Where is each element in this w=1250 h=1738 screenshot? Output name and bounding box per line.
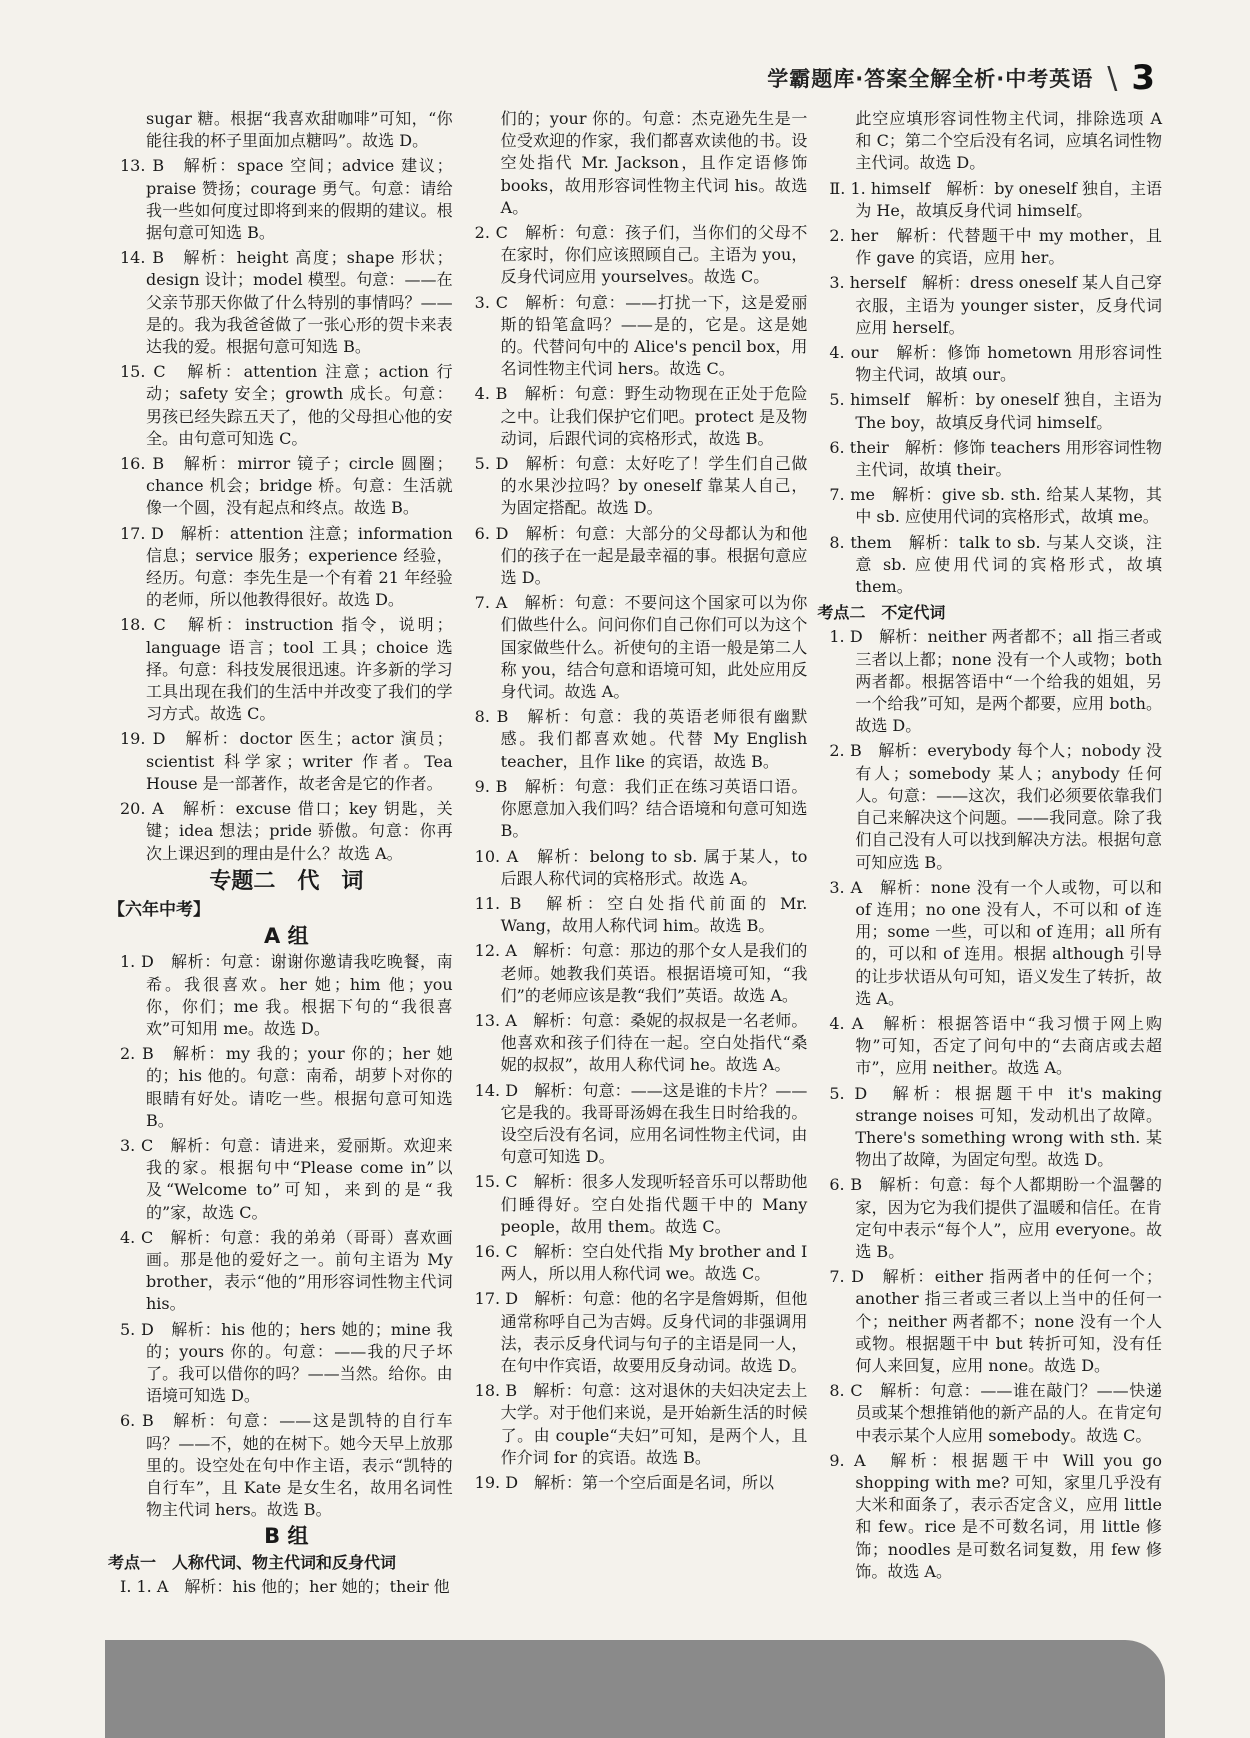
answer-item: 6. their 解析：修饰 teachers 用形容词性物主代词，故填 their。 (829, 437, 1163, 480)
answer-item: 7. A 解析：句意：不要问这个国家可以为你们做些什么。问问你们自己你们可以为这个国家做些什么。祈使句的主语一般是第二人称 you，结合句意和语境可知，此处应用反身代词。故选 A。 (474, 593, 808, 702)
answer-item: 6. B 解析：句意：——这是凯特的自行车吗？——不，她的在树下。她今天早上放那里的。设空处在句中作主语，表示“凯特的自行车”，且 Kate 是女生名，故用名词性物主代词 hers。故选 B。 (120, 1411, 453, 1520)
footer-band (105, 1640, 1165, 1738)
column-left (108, 108, 453, 1623)
answer-item: 13. A 解析：句意：桑妮的叔叔是一名老师。他喜欢和孩子们待在一起。空白处指代“桑妮的叔叔”，故用人称代词 he。故选 A。 (474, 1010, 808, 1075)
answer-item: 17. D 解析：句意：他的名字是詹姆斯，但他通常称呼自己为吉姆。反身代词的非强调用法，表示反身代词与句子的主语是同一人，在句中作宾语，故要用反身动词。故选 D。 (474, 1289, 808, 1375)
continued-text: sugar 糖。根据“我喜欢甜咖啡”可知，“你能往我的杯子里面加点糖吗”。故选 D。 (146, 109, 453, 151)
answer-item: 4. A 解析：根据答语中“我习惯于网上购物”可知，否定了问句中的“去商店或去超市”，应用 neither。故选 A。 (829, 1013, 1163, 1078)
answer-item: 19. D 解析：doctor 医生；actor 演员；scientist 科学家；writer 作者。Tea House 是一部著作，故老舍是它的作者。 (120, 729, 453, 793)
answer-item: 10. A 解析：belong to sb. 属于某人，to 后跟人称代词的宾格形式。故选 A。 (474, 846, 808, 888)
header-divider: \ (1107, 60, 1118, 96)
column-middle (475, 108, 808, 1623)
continued-text: 此空应填形容词性物主代词，排除选项 A 和 C；第二个空后没有名词，应填名词性物主代词。故选 D。 (855, 109, 1163, 173)
answer-item: 13. B 解析：space 空间；advice 建议；praise 赞扬；courage 勇气。句意：请给我一些如何度过即将到来的假期的建议。根据句意可知选 B。 (120, 156, 453, 243)
answer-item: 2. B 解析：everybody 每个人；nobody 没有人；somebody 某人；anybody 任何人。句意：——这次，我们必须要依靠我们自己来解决这个问题。——我同意。除了我们自己没有人可以找到解决方法。根据句意可知应选 B。 (829, 741, 1163, 872)
answer-item: 9. A 解析：根据题干中 Will you go shopping with me? 可知，家里几乎没有大米和面条了，表示否定含义，应用 little 和 few。rice 是不可数名词，用 little 修饰；noodles 是可数名词复数，用 few 修饰。故选 A。 (829, 1450, 1163, 1581)
answer-item: 2. C 解析：句意：孩子们，当你们的父母不在家时，你们应该照顾自己。主语为 you，反身代词应用 yourselves。故选 C。 (474, 223, 808, 287)
answer-item: 16. C 解析：空白处代指 My brother and I 两人，所以用人称代词 we。故选 C。 (474, 1241, 808, 1284)
answer-item: 4. C 解析：句意：我的弟弟（哥哥）喜欢画画。那是他的爱好之一。前句主语为 My brother，表示“他的”用形容词性物主代词 his。 (120, 1227, 453, 1314)
answer-item: 3. herself 解析：dress oneself 某人自己穿衣服，主语为 younger sister，反身代词应用 herself。 (829, 273, 1163, 337)
section-title: 专题二 代 词 (209, 868, 364, 894)
answer-item: 7. D 解析：either 指两者中的任何一个；another 指三者或三者以上当中的任何一个；neither 两者都不；none 没有一个人或物。根据题干中 but 转折可知，没有任何人来回复，应用 none。故选 D。 (829, 1267, 1163, 1375)
answer-item: 2. her 解析：代替题干中 my mother，且作 gave 的宾语，应用 her。 (829, 226, 1163, 268)
answer-item: 20. A 解析：excuse 借口；key 钥匙，关键；idea 想法；pride 骄傲。句意：你再次上课迟到的理由是什么？故选 A。 (120, 799, 453, 863)
answer-item: 12. A 解析：句意：那边的那个女人是我们的老师。她教我们英语。根据语境可知，“我们”的老师应该是教“我们”英语。故选 A。 (474, 941, 808, 1005)
answer-item: 8. C 解析：句意：——谁在敲门？——快递员或某个想推销他的新产品的人。在肯定句中表示某个人应用 somebody。故选 C。 (829, 1381, 1163, 1445)
answer-item: 6. D 解析：句意：大部分的父母都认为和他们的孩子在一起是最幸福的事。根据句意应选 D。 (474, 523, 808, 588)
answer-item: 1. D 解析：neither 两者都不；all 指三者或三者以上都；none 没有一个人或物；both 两者都。根据答语中“一个给我的姐姐，另一个给我”可知，是两个都要，应用 both。故选 D。 (829, 627, 1163, 736)
answer-item: 16. B 解析：mirror 镜子；circle 圆圈；chance 机会；bridge 桥。句意：生活就像一个圆，没有起点和终点。故选 B。 (120, 454, 453, 518)
answer-item: 5. D 解析：句意：太好吃了！学生们自己做的水果沙拉吗？by oneself 靠某人自己，为固定搭配。故选 D。 (474, 454, 808, 518)
answer-item: 6. B 解析：句意：每个人都期盼一个温馨的家，因为它为我们提供了温暖和信任。在肯定句中表示“每个人”，应用 everyone。故选 B。 (829, 1175, 1163, 1261)
answer-item: 18. C 解析：instruction 指令，说明；language 语言；tool 工具；choice 选择。句意：科技发展很迅速。许多新的学习工具出现在我们的生活中并改变了我们的学习方式。故选 C。 (120, 615, 453, 724)
group-title: B 组 (264, 1524, 309, 1549)
answer-item: 15. C 解析：attention 注意；action 行动；safety 安全；growth 成长。句意：男孩已经失踪五天了，他的父母担心他的安全。由句意可知选 C。 (120, 362, 453, 448)
answer-item: 3. C 解析：句意：——打扰一下，这是爱丽斯的铅笔盒吗？——是的，它是。这是她的。代替问句中的 Alice's pencil box，用名词性物主代词 hers。故选 C。 (474, 292, 808, 379)
group-title: A 组 (264, 924, 309, 949)
answer-item: 17. D 解析：attention 注意；information 信息；service 服务；experience 经验，经历。句意：李先生是一个有着 21 年经验的老师，所以他教得很好。故选 D。 (120, 523, 453, 610)
answer-columns (108, 108, 1163, 1623)
answer-item: Ⅰ. 1. A 解析：his 他的；her 她的；their 他 (120, 1576, 450, 1596)
section-tag: 【六年中考】 (108, 899, 210, 920)
answer-item: 2. B 解析：my 我的；your 你的；her 她的；his 他的。句意：南希，胡萝卜对你的眼睛有好处。请吃一些。根据句意可知选 B。 (120, 1044, 453, 1130)
answer-item: 8. them 解析：talk to sb. 与某人交谈，注意 sb. 应使用代词的宾格形式，故填 them。 (829, 532, 1163, 597)
answer-item: 8. B 解析：句意：我的英语老师很有幽默感。我们都喜欢她。代替 My English teacher，且作 like 的宾语，故选 B。 (474, 707, 808, 771)
answer-item: 5. himself 解析：by oneself 独自，主语为 The boy，故填反身代词 himself。 (829, 390, 1163, 432)
answer-item: 5. D 解析：根据题干中 it's making strange noises 可知，发动机出了故障。There's something wrong with sth. 某物出了故障，为固定句型。故选 D。 (829, 1083, 1163, 1170)
header-title: 学霸题库·答案全解全析·中考英语 (767, 67, 1094, 91)
answer-item: 3. A 解析：none 没有一个人或物，可以和 of 连用；no one 没有人，不可以和 of 连用；some 一些，可以和 of 连用；all 所有的，可以和 of 连用。根据 although 引导的让步状语从句可知，语义发生了转折，故选 A。 (829, 877, 1163, 1008)
page-number: 3 (1131, 58, 1155, 98)
answer-item: 5. D 解析：his 他的；hers 她的；mine 我的；yours 你的。句意：——我的尺子坏了。我可以借你的吗？——当然。给你。由语境可知选 D。 (120, 1319, 453, 1406)
answer-item: 9. B 解析：句意：我们正在练习英语口语。你愿意加入我们吗？结合语境和句意可知选 B。 (474, 776, 808, 841)
continued-text: 们的；your 你的。句意：杰克逊先生是一位受欢迎的作家，我们都喜欢读他的书。设空处指代 Mr. Jackson，且作定语修饰 books，故用形容词性物主代词 his。故选 A。 (500, 109, 808, 217)
topic-heading: 考点二 不定代词 (817, 603, 946, 623)
column-right (817, 108, 1163, 1623)
topic-heading: 考点一 人称代词、物主代词和反身代词 (108, 1552, 397, 1572)
answer-item: 11. B 解析：空白处指代前面的 Mr. Wang，故用人称代词 him。故选 B。 (474, 893, 808, 936)
answer-item: 14. D 解析：句意：——这是谁的卡片？——它是我的。我哥哥汤姆在我生日时给我的。设空后没有名词，应用名词性物主代词，由句意可知选 D。 (474, 1080, 808, 1167)
answer-item: 1. D 解析：句意：谢谢你邀请我吃晚餐，南希。我很喜欢。her 她；him 他；you 你，你们；me 我。根据下句的“我很喜欢”可知用 me。故选 D。 (120, 952, 453, 1038)
answer-item: 7. me 解析：give sb. sth. 给某人某物，其中 sb. 应使用代词的宾格形式，故填 me。 (829, 485, 1163, 527)
answer-item: 4. B 解析：句意：野生动物现在正处于危险之中。让我们保护它们吧。protect 是及物动词，后跟代词的宾格形式，故选 B。 (474, 384, 808, 448)
answer-item: 3. C 解析：句意：请进来，爱丽斯。欢迎来我的家。根据句中“Please come in”以及“Welcome to”可知，来到的是“我的”家，故选 C。 (120, 1135, 453, 1222)
answer-item: 4. our 解析：修饰 hometown 用形容词性物主代词，故填 our。 (829, 343, 1163, 385)
answer-item: 18. B 解析：句意：这对退休的夫妇决定去上大学。对于他们来说，是开始新生活的时候了。由 couple“夫妇”可知，是两个人，且作介词 for 的宾语。故选 B。 (474, 1381, 808, 1467)
page-header (767, 58, 1155, 98)
answer-item: 15. C 解析：很多人发现听轻音乐可以帮助他们睡得好。空白处指代题干中的 Many people，故用 them。故选 C。 (474, 1172, 808, 1236)
answer-item: 14. B 解析：height 高度；shape 形状；design 设计；model 模型。句意：——在父亲节那天你做了什么特别的事情吗？——是的。我为我爸爸做了一张心形的贺卡来表达我的爱。根据句意可知选 B。 (120, 248, 453, 357)
answer-item: Ⅱ. 1. himself 解析：by oneself 独自，主语为 He，故填反身代词 himself。 (829, 178, 1163, 220)
answer-item: 19. D 解析：第一个空后面是名词，所以 (474, 1472, 775, 1492)
